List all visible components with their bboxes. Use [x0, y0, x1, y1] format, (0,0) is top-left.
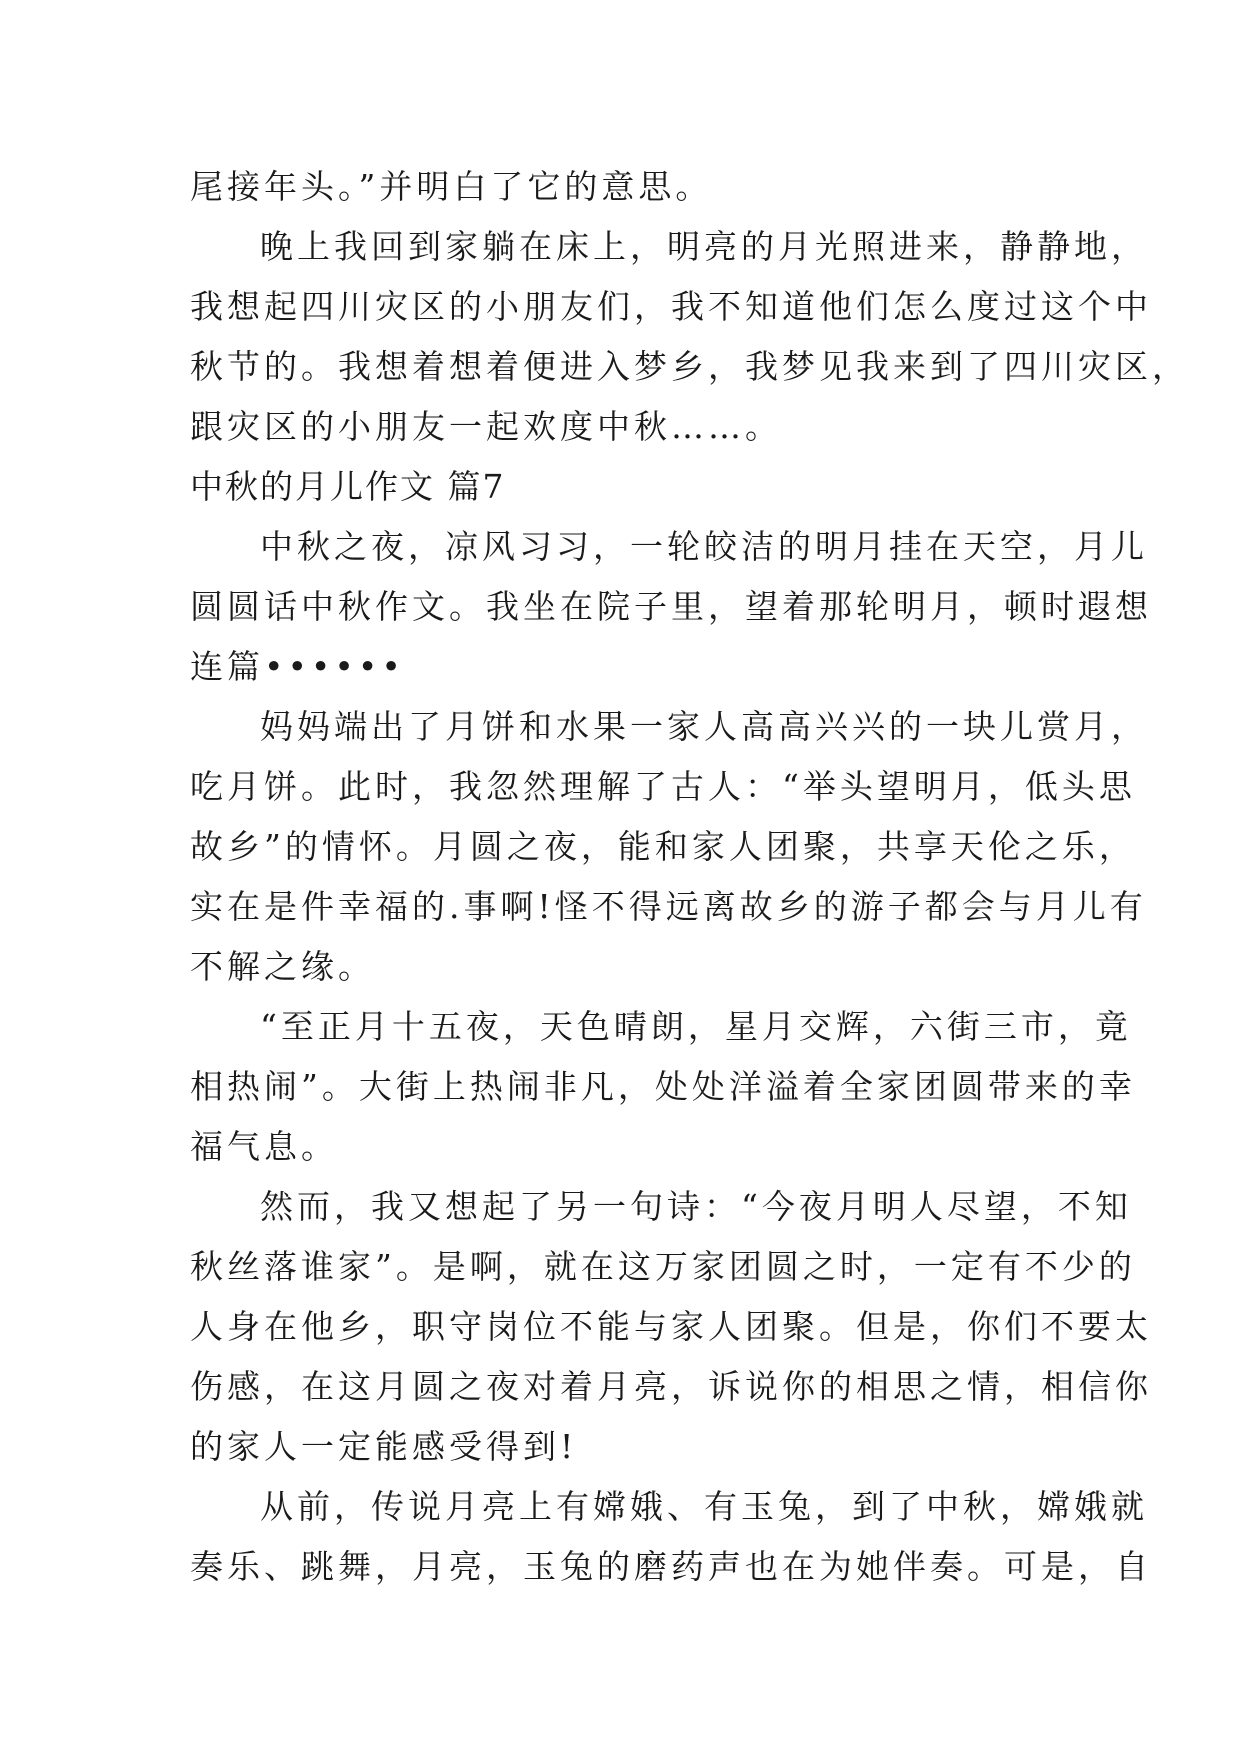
text-line: 奏乐、跳舞，月亮，玉兔的磨药声也在为她伴奏。可是，自: [190, 1547, 1152, 1586]
essay-text: [190, 157, 1189, 1597]
text-line: 我想起四川灾区的小朋友们，我不知道他们怎么度过这个中: [190, 287, 1152, 326]
text-line: 尾接年头。”并明白了它的意思。: [190, 167, 713, 206]
text-line: 的家人一定能感受得到!: [190, 1427, 578, 1466]
text-line: 妈妈端出了月饼和水果一家人高高兴兴的一块儿赏月，: [260, 707, 1148, 746]
text-line: 秋丝落谁家”。是啊，就在这万家团圆之时，一定有不少的: [190, 1247, 1136, 1286]
section-heading: 中秋的月儿作文 篇7: [190, 467, 506, 506]
text-line: 福气息。: [190, 1127, 338, 1166]
text-line: 人身在他乡，职守岗位不能与家人团聚。但是，你们不要太: [190, 1307, 1152, 1346]
text-line: 圆圆话中秋作文。我坐在院子里，望着那轮明月，顿时遐想: [190, 587, 1152, 626]
text-line: 相热闹”。大街上热闹非凡，处处洋溢着全家团圆带来的幸: [190, 1067, 1136, 1106]
text-line: 然而，我又想起了另一句诗：“今夜月明人尽望，不知: [260, 1187, 1132, 1226]
text-line: 中秋之夜，凉风习习，一轮皎洁的明月挂在天空，月儿: [260, 527, 1148, 566]
text-line: 伤感，在这月圆之夜对着月亮，诉说你的相思之情，相信你: [190, 1367, 1152, 1406]
text-line: “至正月十五夜，天色晴朗，星月交辉，六街三市，竟: [260, 1007, 1132, 1046]
text-line: 不解之缘。: [190, 947, 375, 986]
text-line: 晚上我回到家躺在床上，明亮的月光照进来，静静地，: [260, 227, 1148, 266]
text-line: 吃月饼。此时，我忽然理解了古人：“举头望明月，低头思: [190, 767, 1136, 806]
text-line: 秋节的。我想着想着便进入梦乡，我梦见我来到了四川灾区，: [190, 347, 1189, 386]
text-line: 连篇••••••: [190, 647, 405, 686]
text-line: 实在是件幸福的.事啊!怪不得远离故乡的游子都会与月儿有: [190, 887, 1147, 926]
text-line: 故乡”的情怀。月圆之夜，能和家人团聚，共享天伦之乐，: [190, 827, 1136, 866]
text-line: 从前，传说月亮上有嫦娥、有玉兔，到了中秋，嫦娥就: [260, 1487, 1148, 1526]
text-line: 跟灾区的小朋友一起欢度中秋……。: [190, 407, 782, 446]
